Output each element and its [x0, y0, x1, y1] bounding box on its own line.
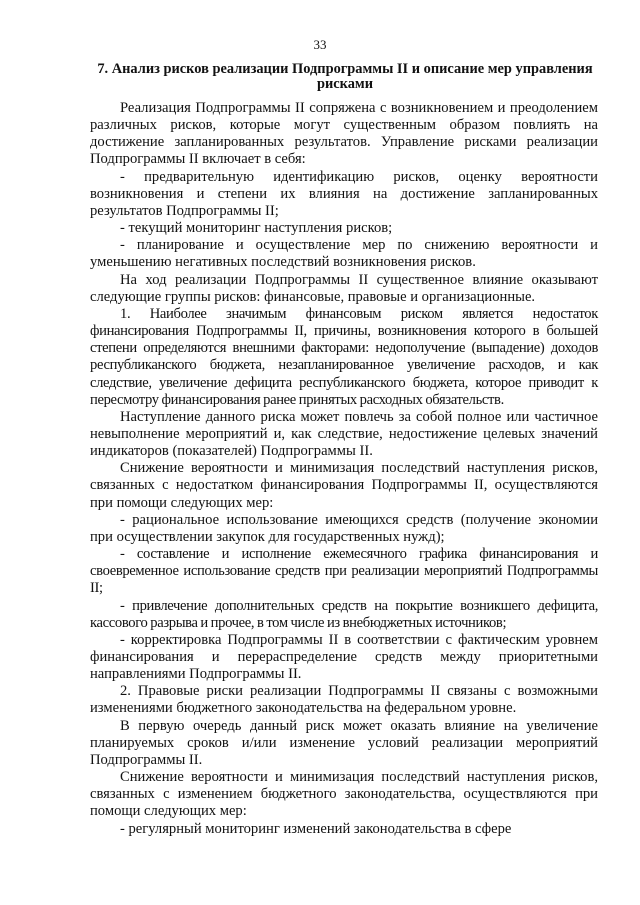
paragraph-financial-risk-measures: Снижение вероятности и минимизация последствий наступления рисков, связанных с недостатком финансирования Подпрограммы II, осуществляются при помощи следующих мер: [90, 460, 598, 511]
paragraph-financial-risk-consequence: Наступление данного риска может повлечь за собой полное или частичное невыполнение мероприятий и, как следствие, недостижение целевых значений индикаторов (показателей) Подпрограммы II. [90, 408, 598, 460]
paragraph-legal-risk-impact: В первую очередь данный риск может оказать влияние на увеличение планируемых сроков и/или изменение условий реализации мероприятий Подпрограммы II. [90, 717, 598, 768]
page-number: 33 [313, 37, 327, 52]
paragraph-risk-groups: На ход реализации Подпрограммы II существенное влияние оказывают следующие группы рисков: финансовые, правовые и организационные. [90, 271, 598, 305]
paragraph-intro: Реализация Подпрограммы II сопряжена с возникновением и преодолением различных рисков, которые могут существенным образом повлиять на достижение запланированных результатов. Управление рисками реализации Подпрограммы II включает в себя: [90, 100, 598, 168]
section-title: 7. Анализ рисков реализации Подпрограммы II и описание мер управления рисками [97, 61, 593, 92]
paragraph-legal-risk-measures: Снижение вероятности и минимизация последствий наступления рисков, связанных с изменением бюджетного законодательства, осуществляются при помощи следующих мер: [90, 769, 598, 820]
list-item-legislation-monitoring: - регулярный мониторинг изменений законодательства в сфере [120, 820, 512, 837]
list-item-monthly-schedule: - составление и исполнение ежемесячного графика финансирования и своевременное использование средств при реализации мероприятий Подпрограммы II; [90, 546, 598, 597]
list-item-risk-identification: - предварительную идентификацию рисков, оценку вероятности возникновения и степени их влияния на достижение запланированных результатов Подпрограммы II; [90, 168, 598, 219]
list-item-risk-mitigation-planning: - планирование и осуществление мер по снижению вероятности и уменьшению негативных последствий возникновения рисков. [90, 237, 598, 271]
paragraph-financial-risk: 1. Наиболее значимым финансовым риском является недостаток финансирования Подпрограммы II, причины, возникновения которого в большей степени определяются внешними факторами: недополучение (выпадение) доходов республиканского бюджета, незапланированное увеличение расходов, и как следствие, увеличение дефицита республиканского бюджета, которое приводит к пересмотру финансирования ранее принятых расходных обязательств. [90, 305, 598, 408]
paragraph-legal-risk: 2. Правовые риски реализации Подпрограммы II связаны с возможными изменениями бюджетного законодательства на федеральном уровне. [90, 683, 598, 717]
list-item-additional-funds: - привлечение дополнительных средств на покрытие возникшего дефицита, кассового разрыва и прочее, в том числе из внебюджетных источников; [90, 597, 598, 631]
list-item-program-adjustment: - корректировка Подпрограммы II в соответствии с фактическим уровнем финансирования и перераспределение средств между приоритетными направлениями Подпрограммы II. [90, 631, 598, 683]
list-item-rational-use: - рациональное использование имеющихся средств (получение экономии при осуществлении закупок для государственных нужд); [90, 511, 598, 545]
section-body [90, 100, 598, 838]
list-item-risk-monitoring: - текущий мониторинг наступления рисков; [120, 220, 393, 237]
